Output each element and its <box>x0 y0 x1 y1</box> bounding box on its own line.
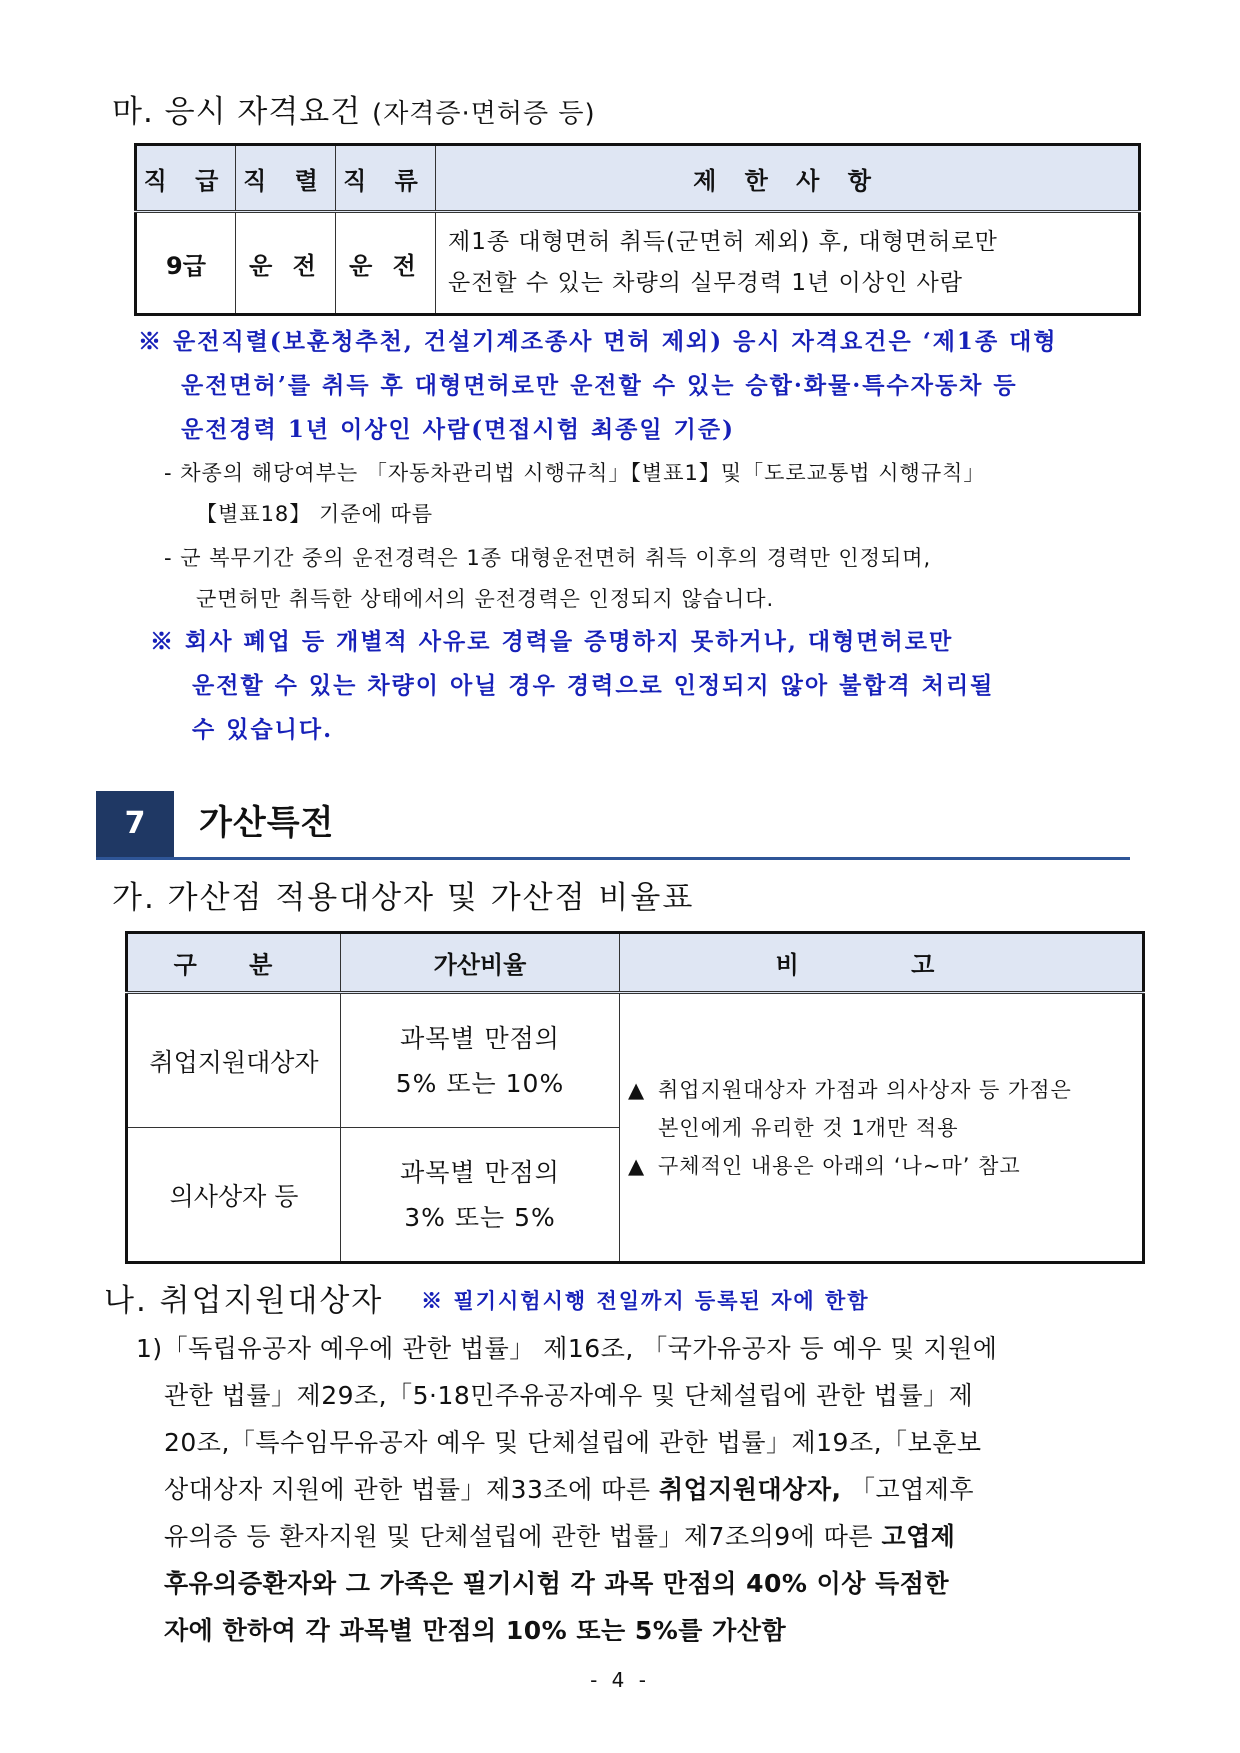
note-line: ※ 회사 폐업 등 개별적 사유로 경력을 증명하지 못하거나, 대형면허로만 <box>150 628 954 655</box>
military-career-note <box>164 538 931 620</box>
paragraph-emphasis: 고엽제 <box>881 1522 956 1551</box>
header-remarks: 비 고 <box>620 933 1144 993</box>
cell-restriction <box>436 212 1140 315</box>
table-row <box>136 212 1140 315</box>
employment-support-paragraph <box>136 1325 1152 1654</box>
qualification-table <box>134 143 1141 316</box>
header-grade: 직 급 <box>136 145 236 212</box>
rate-line: 5% 또는 10% <box>395 1068 565 1098</box>
section-number-badge: 7 <box>96 791 174 857</box>
page-number: - 4 - <box>590 1668 650 1692</box>
header-class: 직 류 <box>336 145 436 212</box>
remark-item <box>628 1071 1134 1147</box>
paragraph-line <box>136 1513 1152 1560</box>
section-title: 가산특전 <box>199 803 335 843</box>
dash-line: 군면허만 취득한 상태에서의 운전경력은 인정되지 않습니다. <box>196 587 775 611</box>
paragraph-line <box>136 1560 1152 1607</box>
dash-line: 【별표18】 기준에 따름 <box>196 502 434 526</box>
header-series: 직 렬 <box>236 145 336 212</box>
paragraph-text: 유의증 등 환자지원 및 단체설립에 관한 법률」제7조의9에 따른 <box>164 1522 882 1551</box>
section-ma-subtitle: (자격증·면허증 등) <box>372 99 596 129</box>
note-line: 운전할 수 있는 차량이 아닐 경우 경력으로 인정되지 않아 불합격 처리될 <box>192 672 995 699</box>
cell-category: 취업지원대상자 <box>127 993 341 1128</box>
section-ma-heading <box>112 86 596 131</box>
section-divider <box>96 857 1130 860</box>
note-line: 운전경력 1년 이상인 사람(면접시험 최종일 기준) <box>181 416 735 443</box>
cell-category: 의사상자 등 <box>127 1128 341 1263</box>
note-line: 운전면허’를 취득 후 대형면허로만 운전할 수 있는 승합·화물·특수자동차 등 <box>181 372 1018 399</box>
rate-line: 과목별 만점의 <box>400 1023 560 1053</box>
header-rate: 가산비율 <box>341 933 620 993</box>
cell-grade: 9급 <box>136 212 236 315</box>
section-na-title: 나. 취업지원대상자 <box>104 1283 384 1319</box>
dash-line: - 차종의 해당여부는 「자동차관리법 시행규칙」【별표1】및「도로교통법 시행규칙」 <box>164 461 986 485</box>
driving-qualification-note <box>138 320 1148 452</box>
paragraph-line: 관한 법률」제29조,「5·18민주유공자예우 및 단체설립에 관한 법률」제 <box>164 1381 974 1410</box>
remark-line: 본인에게 유리한 것 1개만 적용 <box>658 1115 959 1140</box>
header-category: 구 분 <box>127 933 341 993</box>
career-proof-note <box>150 620 1150 752</box>
paragraph-line <box>136 1466 1152 1513</box>
rate-line: 3% 또는 5% <box>404 1202 556 1232</box>
note-line: 수 있습니다. <box>192 716 334 743</box>
restriction-line: 제1종 대형면허 취득(군면허 제외) 후, 대형면허로만 <box>448 229 998 255</box>
section-ga-heading: 가. 가산점 적용대상자 및 가산점 비율표 <box>112 880 695 916</box>
cell-series: 운 전 <box>236 212 336 315</box>
cell-remarks <box>620 993 1144 1263</box>
paragraph-line <box>136 1607 1152 1654</box>
dash-line: - 군 복무기간 중의 운전경력은 1종 대형운전면허 취득 이후의 경력만 인정되며, <box>164 546 932 570</box>
qualification-table-header <box>136 145 1140 212</box>
triangle-bullet-icon: ▲ <box>628 1077 646 1102</box>
section-ma-title: 마. 응시 자격요건 <box>112 94 362 130</box>
paragraph-emphasis: 자에 한하여 각 과목별 만점의 10% 또는 5%를 가산함 <box>164 1616 787 1645</box>
rate-line: 과목별 만점의 <box>400 1157 560 1187</box>
paragraph-emphasis: 후유의증환자와 그 가족은 필기시험 각 과목 만점의 40% 이상 득점한 <box>164 1569 950 1598</box>
remark-item <box>628 1147 1134 1185</box>
section-na-note: ※ 필기시험시행 전일까지 등록된 자에 한함 <box>421 1288 870 1313</box>
cell-rate <box>341 1128 620 1263</box>
cell-class: 운 전 <box>336 212 436 315</box>
paragraph-text: 상대상자 지원에 관한 법률」제33조에 따른 <box>164 1475 659 1504</box>
header-restriction: 제 한 사 항 <box>436 145 1140 212</box>
triangle-bullet-icon: ▲ <box>628 1153 646 1178</box>
cell-rate <box>341 993 620 1128</box>
remark-line: 구체적인 내용은 아래의 ‘나~마’ 참고 <box>658 1153 1021 1178</box>
vehicle-type-note <box>164 453 985 535</box>
section-na-heading <box>104 1275 870 1320</box>
bonus-rate-table <box>125 931 1145 1264</box>
paragraph-emphasis: 취업지원대상자, <box>658 1475 842 1504</box>
restriction-line: 운전할 수 있는 차량의 실무경력 1년 이상인 사람 <box>448 270 963 296</box>
paragraph-line: 1)「독립유공자 예우에 관한 법률」 제16조, 「국가유공자 등 예우 및 지원에 <box>136 1334 998 1363</box>
paragraph-line: 20조,「특수임무유공자 예우 및 단체설립에 관한 법률」제19조,「보훈보 <box>164 1428 982 1457</box>
bonus-table-header <box>127 933 1144 993</box>
table-row <box>127 993 1144 1128</box>
remark-line: 취업지원대상자 가점과 의사상자 등 가점은 <box>658 1077 1072 1102</box>
paragraph-text: 「고엽제후 <box>841 1475 975 1504</box>
note-line: ※ 운전직렬(보훈청추천, 건설기계조종사 면허 제외) 응시 자격요건은 ‘제1종 대형 <box>138 328 1058 355</box>
